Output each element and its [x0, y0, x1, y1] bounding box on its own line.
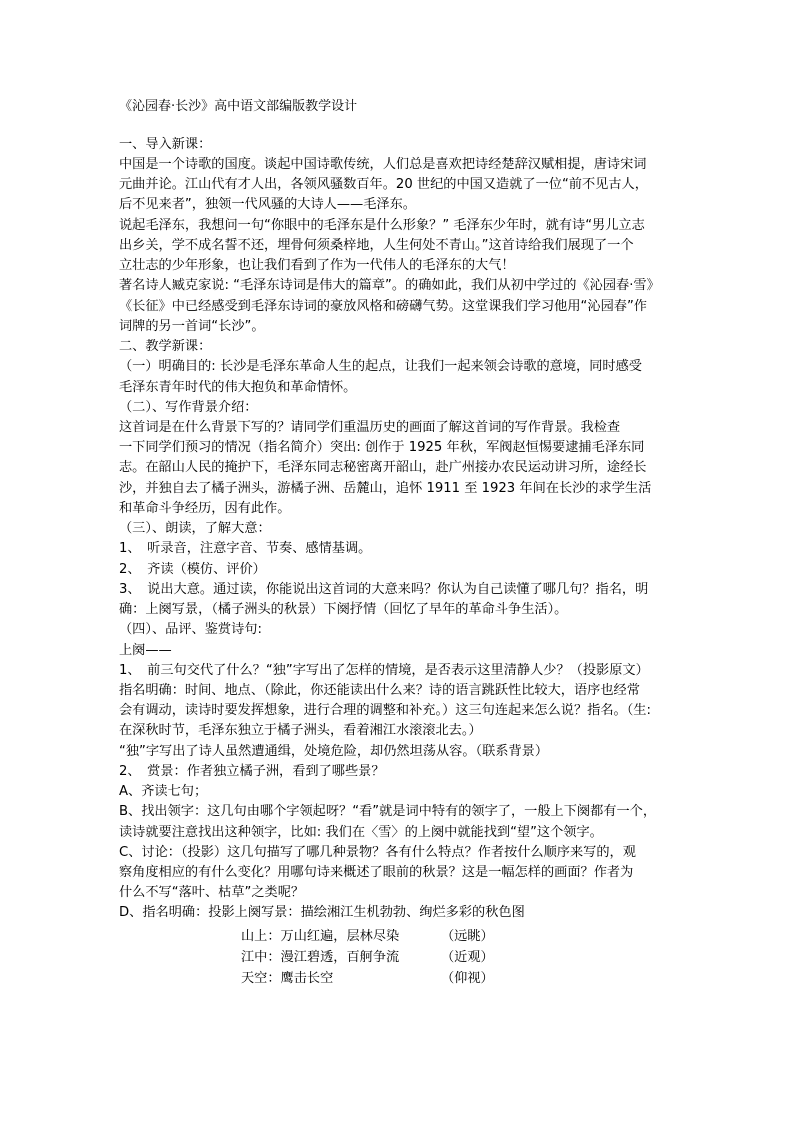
body-line: A、齐读七句；: [119, 784, 208, 799]
body-line: 1、 听录音，注意字音、节奏、感情基调。: [119, 541, 372, 556]
body-line: （四）、品评、鉴赏诗句:: [119, 622, 262, 637]
body-line: （三）、朗读，了解大意：: [119, 521, 271, 536]
body-line: 读诗就要注意找出这种领字，比如: 我们在〈雪〉的上阕中就能找到“望”这个领字。: [119, 825, 603, 840]
body-line: 二、教学新课：: [119, 339, 212, 354]
body-line: 说起毛泽东，我想问一句“你眼中的毛泽东是什么形象？” 毛泽东少年时，就有诗“男儿立志: [119, 218, 645, 233]
body-line: 1、 前三句交代了什么？“独”字写出了怎样的情境，是否表示这里清静人少？（投影原文）: [119, 663, 649, 678]
body-line: 元曲并论。江山代有才人出，各领风骚数百年。20 世纪的中国又造就了一位“前不见古人，: [119, 177, 648, 192]
body-line: 会有调动，读诗时要发挥想象，进行合理的调整和补充。）这三句连起来怎么说？指名。（生:: [119, 703, 651, 718]
body-line: 后不见来者”，独领一代风骚的大诗人——毛泽东。: [119, 197, 416, 212]
document-title: 《沁园春·长沙》高中语文部编版教学设计: [119, 99, 358, 114]
body-line: D、指名明确：投影上阕写景：描绘湘江生机勃勃、绚烂多彩的秋色图: [119, 905, 525, 920]
body-line: B、找出领字：这几句由哪个字领起呀？“看”就是词中特有的领字了，一般上下阕都有一个，: [119, 804, 657, 819]
body-line: 中国是一个诗歌的国度。谈起中国诗歌传统，人们总是喜欢把诗经楚辞汉赋相提，唐诗宋词: [119, 157, 647, 172]
body-line: 上阕——: [119, 643, 172, 658]
body-line: 立壮志的少年形象，也让我们看到了作为一代伟人的毛泽东的大气！: [119, 258, 515, 273]
body-line: 2、 赏景：作者独立橘子洲，看到了哪些景？: [119, 764, 385, 779]
body-line: 这首词是在什么背景下写的？请同学们重温历史的画面了解这首词的写作背景。我检查: [119, 420, 621, 435]
body-line: 3、 说出大意。通过读，你能说出这首词的大意来吗？你认为自己读懂了哪几句？指名，明: [119, 582, 649, 597]
scene-row-text: 天空：鹰击长空: [241, 971, 334, 986]
body-line: 指名明确：时间、地点、（除此，你还能读出什么来？诗的语言跳跃性比较大，语序也经常: [119, 683, 640, 698]
body-line: 确：上阕写景，（橘子洲头的秋景）下阕抒情（回忆了早年的革命斗争生活）。: [119, 602, 568, 617]
scene-row-note: （仰视）: [441, 971, 494, 986]
body-line: “独”字写出了诗人虽然遭通缉，处境危险，却仍然坦荡从容。（联系背景）: [119, 744, 549, 759]
scene-row-note: （近观）: [441, 950, 494, 965]
body-line: 一、导入新课：: [119, 137, 212, 152]
body-line: 沙，并独自去了橘子洲头，游橘子洲、岳麓山，追怀 1911 至 1923 年间在长沙的求学生活: [119, 481, 652, 496]
body-line: （二）、写作背景介绍：: [119, 400, 258, 415]
body-line: 在深秋时节，毛泽东独立于橘子洲头，看着湘江水滚滚北去。）: [119, 723, 482, 738]
body-line: 一下同学们预习的情况（指名简介）突出: 创作于 1925 年秋，军阀赵恒惕要逮捕毛泽东同: [119, 440, 645, 455]
body-line: （一）明确目的: 长沙是毛泽东革命人生的起点，让我们一起来领会诗歌的意境，同时感受: [119, 359, 642, 374]
body-line: 察角度相应的有什么变化？用哪句诗来概述了眼前的秋景？这是一幅怎样的画面？作者为: [119, 865, 634, 880]
body-line: 2、 齐读（模仿、评价）: [119, 562, 266, 577]
scene-row-text: 江中：漫江碧透，百舸争流: [241, 950, 400, 965]
body-line: C、讨论：（投影）这几句描写了哪几种景物？各有什么特点？作者按什么顺序来写的，观: [119, 845, 636, 860]
body-line: 毛泽东青年时代的伟大抱负和革命情怀。: [119, 380, 357, 395]
body-line: 《长征》中已经感受到毛泽东诗词的豪放风格和磅礴气势。这堂课我们学习他用“沁园春”作: [119, 299, 647, 314]
scene-row-note: （远眺）: [441, 929, 494, 944]
body-line: 和革命斗争经历，因有此作。: [119, 501, 291, 516]
body-line: 出乡关，学不成名誓不还，埋骨何须桑梓地，人生何处不青山。”这首诗给我们展现了一个: [119, 238, 634, 253]
body-line: 词牌的另一首词“长沙”。: [119, 319, 265, 334]
scene-row-text: 山上：万山红遍，层林尽染: [241, 929, 400, 944]
body-line: 著名诗人臧克家说: “毛泽东诗词是伟大的篇章”。的确如此，我们从初中学过的《沁园春·雪》: [119, 278, 660, 293]
body-line: 什么不写“落叶、枯草”之类呢？: [119, 885, 305, 900]
body-line: 志。在韶山人民的掩护下，毛泽东同志秘密离开韶山，赴广州接办农民运动讲习所，途经长: [119, 460, 647, 475]
